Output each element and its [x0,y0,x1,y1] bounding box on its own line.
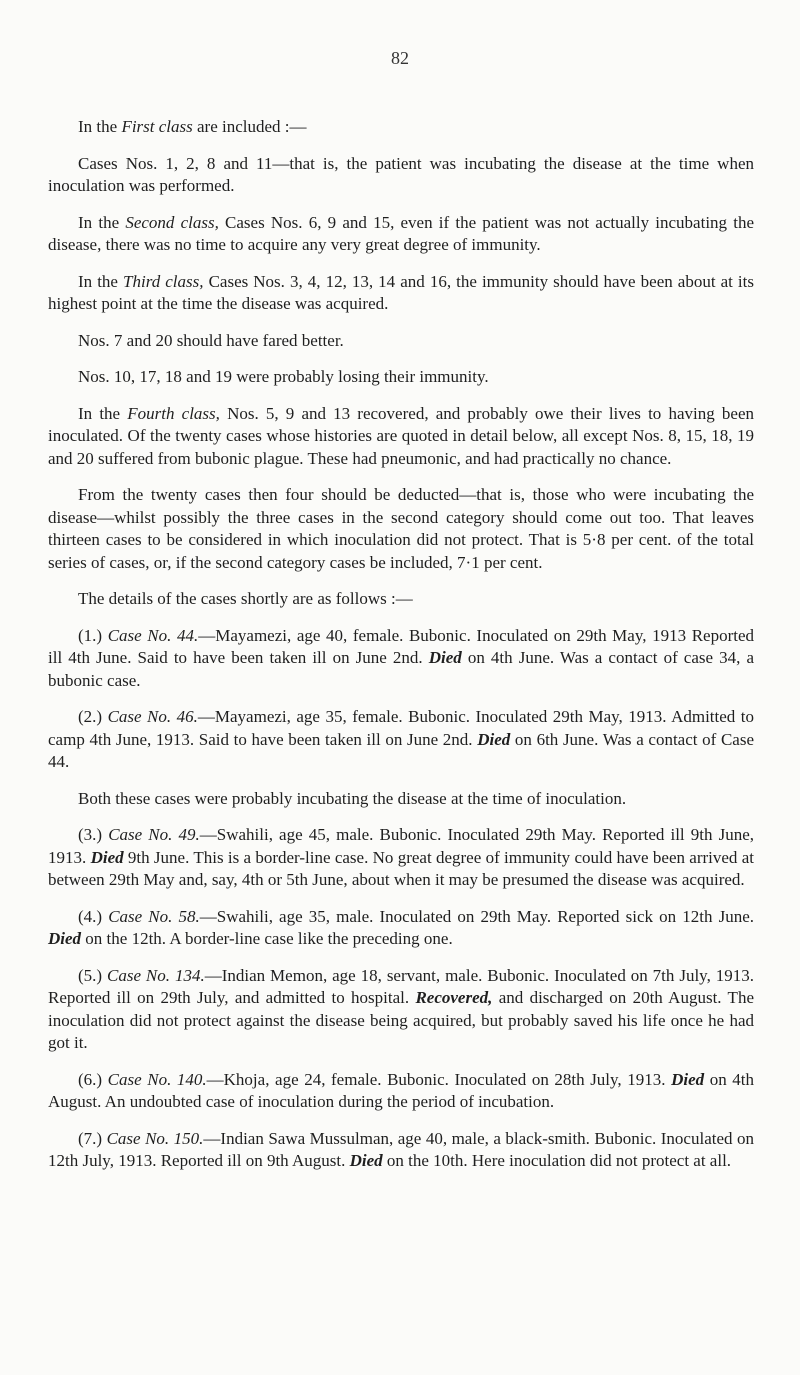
paragraph-details-intro: The details of the cases shortly are as follows :— [78,589,413,608]
case-number: Case No. 150. [106,1128,204,1148]
case-number: Case No. 49. [108,825,200,844]
case-entry-3: (3.) Case No. 49.—Swahili, age 45, male. Bubonic. Inoculated 29th May. Reported ill 9th June, 1913. Died 9th June. This is a border-line case. No great degree of immunity could have been arrived at between 29th May and, say, 4th or 5th June, about when it may be presumed the disease was acquired. [48,825,755,889]
case-entry-1: (1.) Case No. 44.—Mayamezi, age 40, female. Bubonic. Inoculated on 29th May, 1913 Reported ill 4th June. Said to have been taken ill on June 2nd. Died on 4th June. Was a contact of case 34, a bubonic case. [48,625,755,690]
paragraph-incubation-note: Both these cases were probably incubating the disease at the time of inoculation. [78,788,627,808]
case-number: Case No. 58. [108,906,200,926]
paragraph-third-class: In the Third class, Cases Nos. 3, 4, 12, 13, 14 and 16, the immunity should have been about at its highest point at the time the disease was acquired. [48,271,754,313]
paragraph-second-class: In the Second class, Cases Nos. 6, 9 and 15, even if the patient was not actually incubating the disease, there was no time to acquire any very great degree of immunity. [48,212,754,254]
case-number: Case No. 46. [107,707,198,726]
case-entry-2: (2.) Case No. 46.—Mayamezi, age 35, female. Bubonic. Inoculated 29th May, 1913. Admitted to camp 4th June, 1913. Said to have been taken ill on June 2nd. Died on 6th June. Was a contact of Case 44. [48,707,754,771]
case-number: Case No. 44. [107,625,199,645]
case-entry-7: (7.) Case No. 150.—Indian Sawa Mussulman, age 40, male, a black-smith. Bubonic. Inoculated on 12th July, 1913. Reported ill on 9th August. Died on the 10th. Here inoculation did not protect at all. [48,1128,754,1170]
page-number: 82 [391,48,409,68]
page-body [48,116,754,1187]
paragraph-fared-better: Nos. 7 and 20 should have fared better. [78,330,344,350]
paragraph-deductions: From the twenty cases then four should be deducted—that is, those who were incubating the disease—whilst possibly the three cases in the second category should come out too. That leaves thirteen cases to be considered in which inoculation did not protect. That is 5·8 per cent. of the total series of cases, or, if the second category cases be included, 7·1 per cent. [48,485,754,572]
paragraph-fourth-class: In the Fourth class, Nos. 5, 9 and 13 recovered, and probably owe their lives to having been inoculated. Of the twenty cases whose histories are quoted in detail below, all except Nos. 8, 15, 18, 19 and 20 suffered from bubonic plague. These had pneumonic, and had practically no chance. [48,403,754,468]
case-entry-4: (4.) Case No. 58.—Swahili, age 35, male. Inoculated on 29th May. Reported sick on 12th June. Died on the 12th. A border-line case like the preceding one. [48,906,754,948]
paragraph-first-class: In the First class are included :— [78,117,307,136]
case-entry-6: (6.) Case No. 140.—Khoja, age 24, female. Bubonic. Inoculated on 28th July, 1913. Died on 4th August. An undoubted case of inoculation during the period of incubation. [48,1069,754,1111]
paragraph-first-class-cases: Cases Nos. 1, 2, 8 and 11—that is, the patient was incubating the disease at the time when inoculation was performed. [48,153,754,195]
case-number: Case No. 134. [107,965,205,985]
paragraph-losing-immunity: Nos. 10, 17, 18 and 19 were probably losing their immunity. [78,367,489,386]
case-entry-5: (5.) Case No. 134.—Indian Memon, age 18, servant, male. Bubonic. Inoculated on 7th July, 1913. Reported ill on 29th July, and admitted to hospital. Recovered, and discharged on 20th August. The inoculation did not protect against the disease being acquired, but probably saved his life once he had got it. [48,965,754,1052]
case-number: Case No. 140. [107,1069,207,1089]
